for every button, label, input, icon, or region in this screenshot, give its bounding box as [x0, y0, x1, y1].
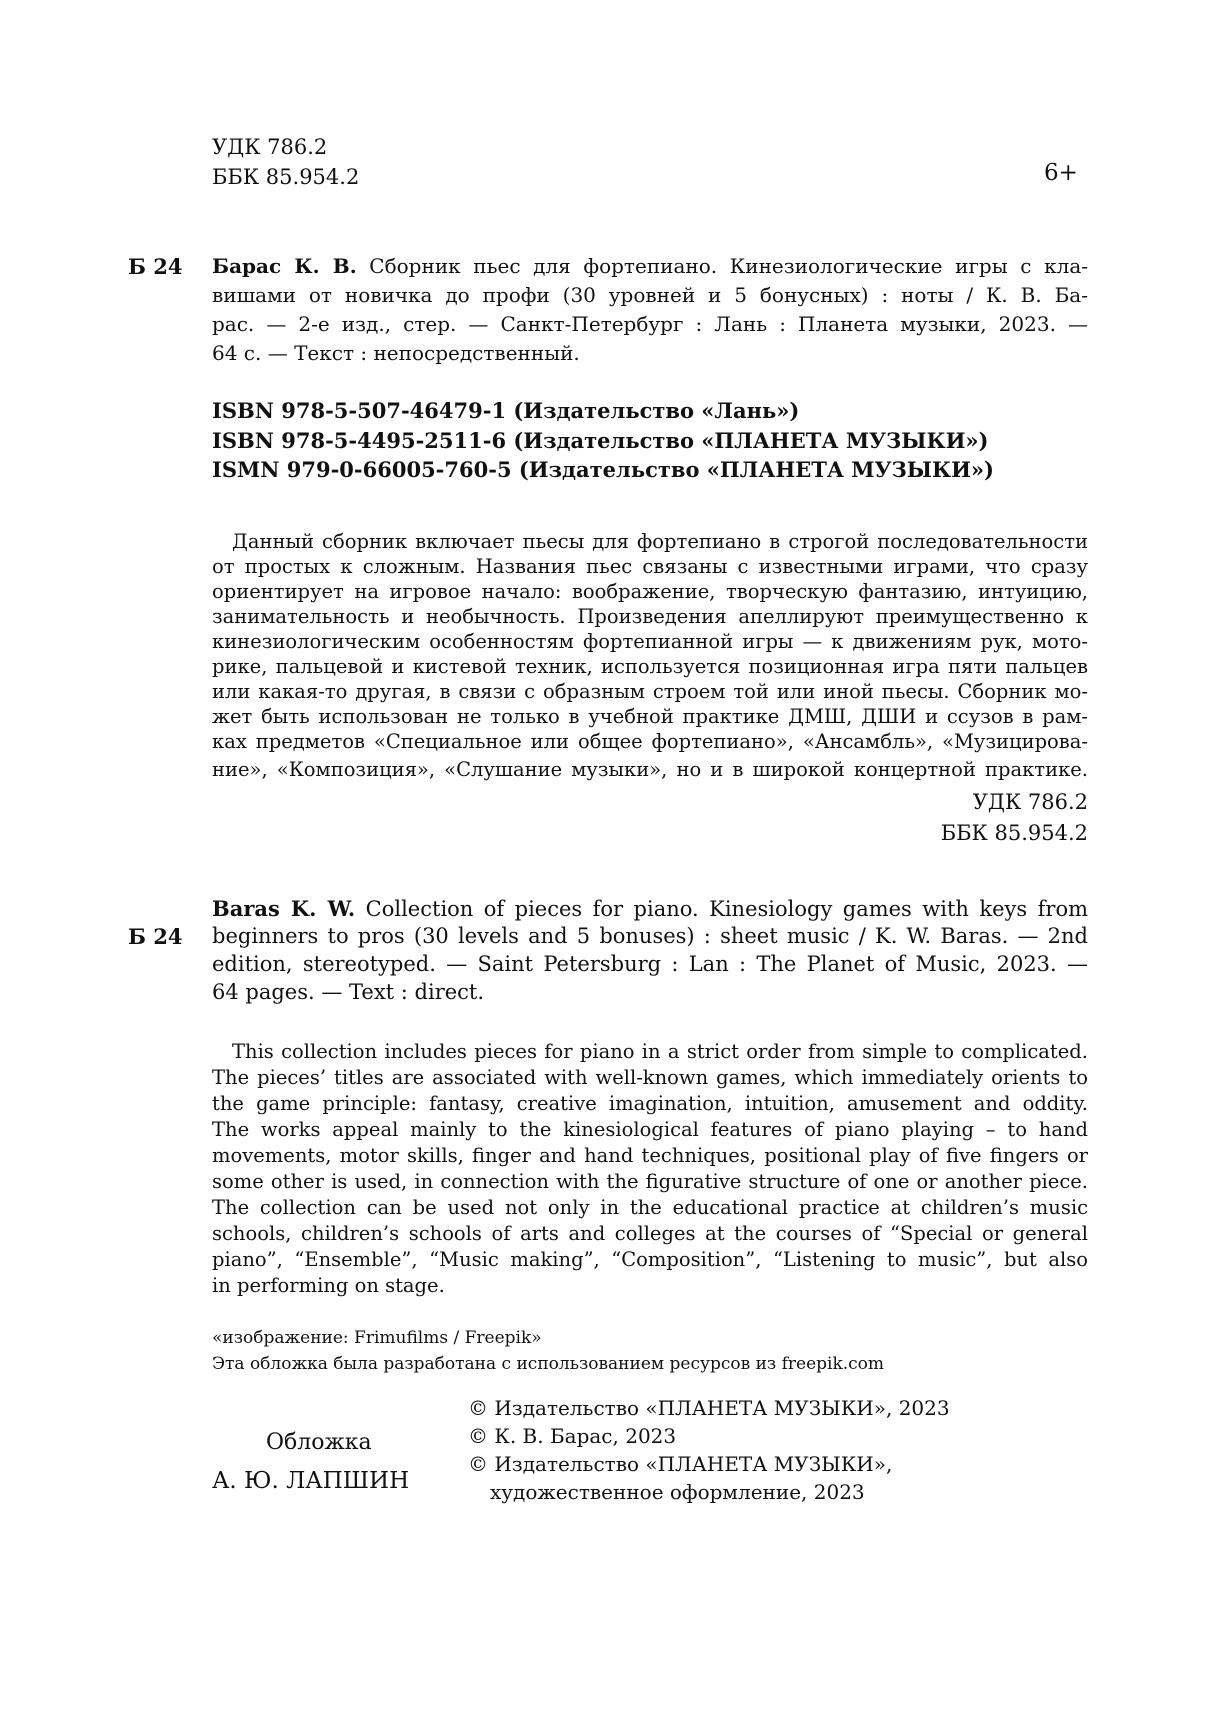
- abstract-line-ru: Данный сборник включает пьесы для фортепиано в строгой последовательности: [232, 530, 1088, 553]
- bibliographic-line-en: edition, stereotyped. — Saint Petersburg : Lan : The Planet of Music, 2023. —: [212, 952, 1088, 976]
- author-name-ru: Барас К. В.: [212, 254, 357, 278]
- abstract-line-en: schools, children’s schools of arts and colleges at the courses of “Special or general: [212, 1222, 1088, 1245]
- bibliographic-line-ru: 64 с. — Текст : непосредственный.: [212, 341, 580, 365]
- abstract-line-en: piano”, “Ensemble”, “Music making”, “Composition”, “Listening to music”, but also: [212, 1248, 1088, 1271]
- freepik-credit: Эта обложка была разработана с использованием ресурсов из freepik.com: [212, 1354, 885, 1374]
- abstract-line-ru: ориентирует на игровое начало: воображение, творческую фантазию, интуицию,: [212, 580, 1088, 603]
- abstract-line-ru: жет быть использован не только в учебной практике ДМШ, ДШИ и ссузов в рам-: [212, 705, 1088, 728]
- bbk-code: ББК 85.954.2: [212, 165, 360, 189]
- isbn-line: ISBN 978-5-507-46479-1 (Издательство «Лань»): [212, 398, 800, 423]
- abstract-line-en: in performing on stage.: [212, 1274, 445, 1297]
- abstract-line-ru: ние», «Композиция», «Слушание музыки», но и в широкой концертной практике.: [212, 758, 1088, 781]
- bibliographic-line-ru: рас. — 2-е изд., стер. — Санкт-Петербург : Лань : Планета музыки, 2023. —: [212, 312, 1088, 336]
- bibliographic-line-en: 64 pages. — Text : direct.: [212, 980, 485, 1004]
- abstract-line-en: This collection includes pieces for piano in a strict order from simple to complicated.: [232, 1040, 1088, 1063]
- abstract-line-ru: занимательность и необычность. Произведения апеллируют преимущественно к: [212, 605, 1088, 628]
- abstract-line-en: some other is used, in connection with the figurative structure of one or another piece.: [212, 1170, 1088, 1193]
- bibliographic-line-en: beginners to pros (30 levels and 5 bonuses) : sheet music / K. W. Baras. — 2nd: [212, 924, 1088, 948]
- author-mark-en: Б 24: [128, 924, 183, 949]
- entry-text: Collection of pieces for piano. Kinesiology games with keys from: [355, 897, 1088, 921]
- copyright-line: художественное оформление, 2023: [490, 1480, 865, 1504]
- author-mark-ru: Б 24: [128, 254, 183, 279]
- abstract-line-ru: ках предметов «Специальное или общее фортепиано», «Ансамбль», «Музицирова-: [212, 730, 1088, 753]
- header-classification: [212, 132, 359, 192]
- copyright-line: © К. В. Барас, 2023: [468, 1424, 677, 1448]
- abstract-line-en: the game principle: fantasy, creative imagination, intuition, amusement and oddity.: [212, 1092, 1088, 1115]
- abstract-line-ru: рике, пальцевой и кистевой техник, используется позиционная игра пяти пальцев: [212, 655, 1088, 678]
- udk-code-right: УДК 786.2: [972, 790, 1088, 814]
- isbn-line: ISBN 978-5-4495-2511-6 (Издательство «ПЛАНЕТА МУЗЫКИ»): [212, 428, 989, 453]
- abstract-line-en: movements, motor skills, finger and hand techniques, positional play of five fingers or: [212, 1144, 1088, 1167]
- abstract-line-ru: кинезиологическим особенностям фортепианной игры — к движениям рук, мото-: [212, 630, 1088, 653]
- cover-designer: А. Ю. ЛАПШИН: [212, 1468, 410, 1494]
- bibliographic-line-ru: вишами от новичка до профи (30 уровней и 5 бонусных) : ноты / К. В. Ба-: [212, 283, 1088, 307]
- bibliographic-line-en: [212, 896, 1088, 921]
- abstract-line-en: The pieces’ titles are associated with well-known games, which immediately orients to: [212, 1066, 1088, 1089]
- image-credit: «изображение: Frimufilms / Freepik»: [212, 1328, 542, 1348]
- abstract-line-ru: от простых к сложным. Названия пьес связаны с известными играми, что сразу: [212, 555, 1088, 578]
- author-name-en: Baras K. W.: [212, 896, 356, 921]
- ismn-line: ISMN 979-0-66005-760-5 (Издательство «ПЛАНЕТА МУЗЫКИ»): [212, 457, 994, 482]
- udk-code: УДК 786.2: [212, 135, 328, 159]
- bibliographic-line-ru: [212, 254, 1088, 278]
- abstract-line-en: The works appeal mainly to the kinesiological features of piano playing – to hand: [212, 1118, 1088, 1141]
- copyright-line: © Издательство «ПЛАНЕТА МУЗЫКИ», 2023: [468, 1396, 950, 1420]
- bbk-code-right: ББК 85.954.2: [940, 821, 1088, 845]
- entry-text: Сборник пьес для фортепиано. Кинезиологические игры с кла-: [356, 254, 1088, 278]
- age-rating: 6+: [1044, 160, 1078, 186]
- abstract-line-en: The collection can be used not only in the educational practice at children’s music: [212, 1196, 1088, 1219]
- abstract-line-ru: или какая-то другая, в связи с образным строем той или иной пьесы. Сборник мо-: [212, 680, 1088, 703]
- cover-label: Обложка: [266, 1430, 372, 1455]
- copyright-line: © Издательство «ПЛАНЕТА МУЗЫКИ»,: [468, 1452, 893, 1476]
